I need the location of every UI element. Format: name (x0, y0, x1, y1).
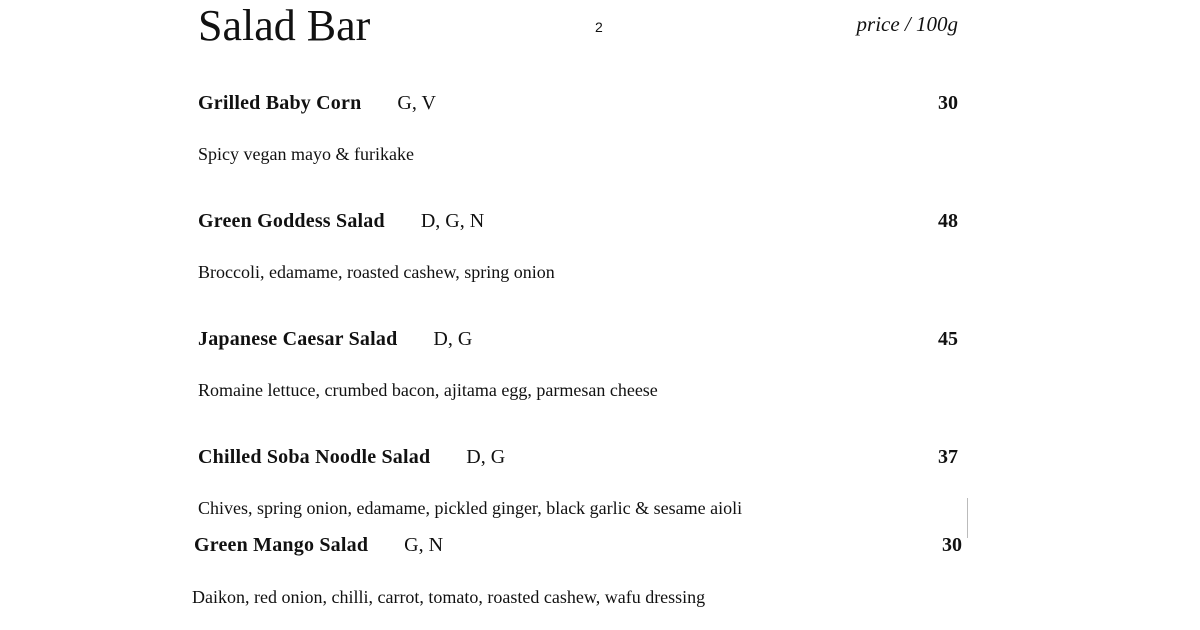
item-price: 45 (938, 328, 958, 350)
menu-item (198, 328, 958, 401)
item-name: Grilled Baby Corn (198, 92, 362, 114)
menu-item (198, 210, 958, 283)
price-unit-label: price / 100g (856, 12, 958, 36)
item-price: 30 (942, 534, 962, 556)
item-dietary-tags: G, V (397, 92, 436, 114)
item-description: Broccoli, edamame, roasted cashew, spring onion (198, 262, 555, 282)
item-dietary-tags: G, N (404, 534, 444, 556)
item-price: 30 (938, 92, 958, 114)
item-dietary-tags: D, G, N (420, 210, 485, 232)
item-dietary-tags: D, G (433, 328, 473, 350)
page-number: 2 (595, 19, 603, 35)
item-dietary-tags: D, G (466, 446, 506, 468)
menu-item (194, 534, 962, 608)
item-description: Romaine lettuce, crumbed bacon, ajitama egg, parmesan cheese (198, 380, 658, 400)
item-description: Daikon, red onion, chilli, carrot, tomato, roasted cashew, wafu dressing (192, 587, 706, 607)
menu-item (198, 92, 958, 165)
item-price: 48 (938, 210, 958, 232)
item-description: Spicy vegan mayo & furikake (198, 144, 414, 164)
item-price: 37 (938, 446, 958, 468)
page-title: Salad Bar (198, 1, 371, 50)
item-name: Chilled Soba Noodle Salad (198, 446, 431, 468)
item-name: Japanese Caesar Salad (198, 328, 398, 350)
item-description: Chives, spring onion, edamame, pickled ginger, black garlic & sesame aioli (198, 498, 743, 518)
menu-item (198, 446, 958, 519)
divider (967, 498, 968, 538)
item-name: Green Mango Salad (194, 534, 369, 556)
item-name: Green Goddess Salad (198, 210, 385, 232)
